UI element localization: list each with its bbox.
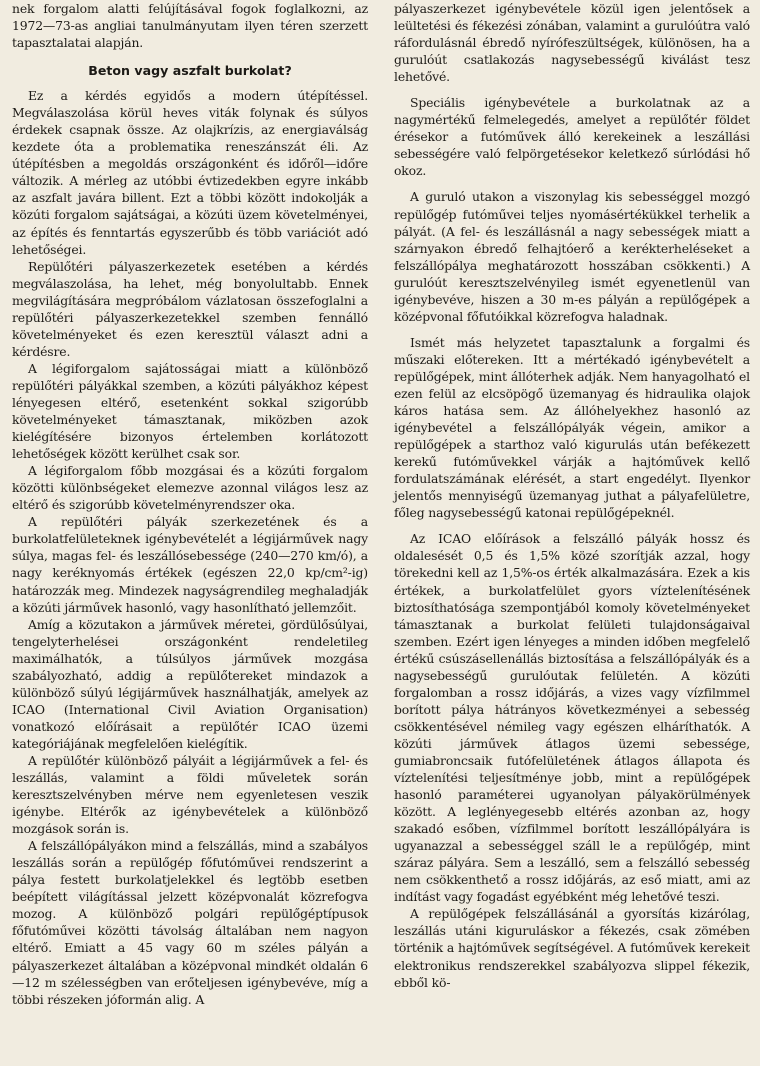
- body-paragraph: Ez a kérdés egyidős a modern útépítéssel. Megválaszolása körül heves viták folynak és súlyos érdekek csapnak össze. Az olajkrízis, az energiaválság kezdete óta a problematika reneszánszát éli. Az útépítésben a megoldás országonként és időről—időre változik. A mérleg az utóbbi évtizedekben egyre inkább az aszfalt javára billent. Ezt a többi között indokolják a közúti forgalom sajátságai, a közúti üzem követelményei, az építés és fenntartás egyszerűbb és több variációt adó lehetőségei.: [12, 88, 368, 257]
- body-paragraph: Az ICAO előírások a felszálló pályák hossz és oldalesését 0,5 és 1,5% közé szorítják azzal, hogy törekedni kell az 1,5%-os érték alkalmazására. Ezek a kis értékek, a burkolatfelület gyors víztelenítésének biztosíthatósága szempontjából komoly követelményeket támasztanak a burkolat felületi tulajdonságaival szemben. Ezért igen lényeges a minden időben megfelelő értékű csúszásellenállás biztosítása a felszállópályák és a nagysebességű gurulóutak felületén. A közúti forgalomban a rossz időjárás, a vizes vagy vízfilmmel borított pálya hátrányos következményei a sebesség csökkentésével némileg vagy egészen elháríthatók. A közúti járművek átlagos üzemi sebessége, gumiabroncsaik futófelületének átlagos állapota és víztelenítési teljesítménye jobb, mint a repülőgépek hasonló paraméterei ugyanolyan pályakörülmények között. A leglényegesebb eltérés azonban az, hogy szakadó esőben, vízfilmmel borított leszállópályára is ugyanazzal a sebességgel száll le a repülőgép, mint száraz pályára. Sem a leszálló, sem a felszálló sebesség nem csökkenthető a rossz időjárás, az eső miatt, ami az indítást vagy fogadást egyébként még lehetővé teszi.: [394, 531, 750, 905]
- left-column: [12, 0, 368, 1008]
- body-paragraph: pályaszerkezet igénybevétele közül igen jelentősek a leültetési és fékezési zónában, valamint a gurulóútra való ráfordulásnál ébredő nyírófeszültségek, különösen, ha a gurulóút csatlakozás nagysebességű kiválást tesz lehetővé.: [394, 1, 750, 85]
- body-paragraph: A repülőgépek felszállásánál a gyorsítás kizárólag, leszállás utáni kiguruláskor a fékezés, csak zömében történik a hajtóművek segítségével. A futóművek kerekeit elektronikus rendszerekkel szabályozva slippel fékezik, ebből kö-: [394, 906, 750, 990]
- right-column: [394, 0, 750, 991]
- body-paragraph: A repülőtéri pályák szerkezetének és a burkolatfelületeknek igénybevételét a légijárművek nagy súlya, magas fel- és leszállósebessége (240—270 km/ó), a nagy keréknyomás értékek (egészen 22,0 kp/cm²-ig) határozzák meg. Mindezek nagyságrendileg meghaladják a közúti járművek hasonló, vagy hasonlítható jellemzőit.: [12, 514, 368, 615]
- body-paragraph: A légiforgalom sajátosságai miatt a különböző repülőtéri pályákkal szemben, a közúti pályákhoz képest lényegesen eltérő, esetenként sokkal szigorúbb követelményeket támasztanak, miközben azok kielégítésére bizonyos értelemben korlátozott lehetőségek között kerülhet csak sor.: [12, 360, 368, 462]
- body-paragraph: A repülőtér különböző pályáit a légijárművek a fel- és leszállás, valamint a földi műveletek során keresztszelvényben mérve nem egyenletesen veszik igénybe. Eltérők az igénybevételek a különböző mozgások során is.: [12, 752, 368, 837]
- intro-paragraph: nek forgalom alatti felújításával fogok foglalkozni, az 1972—73-as angliai tanulmányutam ilyen téren szerzett tapasztalatai alapján.: [12, 1, 368, 51]
- body-paragraph: A légiforgalom főbb mozgásai és a közúti forgalom közötti különbségeket elemezve azonnal világos lesz az eltérő és szigorúbb követelményrendszer oka.: [12, 463, 368, 513]
- body-paragraph: A felszállópályákon mind a felszállás, mind a szabályos leszállás során a repülőgép főfutóművei rendszerint a pálya festett burkolatjelekkel és legtöbb esetben beépített világítással jelzett középvonalát közrefogva mozog. A különböző polgári repülőgéptípusok főfutóművei közötti távolság általában nem nagyon eltérő. Emiatt a 45 vagy 60 m széles pályán a pályaszerkezet általában a középvonal mindkét oldalán 6—12 m szélességben van erőteljesen igénybevéve, míg a többi részeken jóformán alig. A: [12, 838, 368, 1007]
- body-paragraph: Ismét más helyzetet tapasztalunk a forgalmi és műszaki előtereken. Itt a mértékadó igénybevételt a repülőgépek, mint állóterhek adják. Nem hanyagolható el ezen felül az elcsöpögő üzemanyag és hidraulika olajok káros hatása sem. Az állóhelyekhez hasonló az igénybevétel a felszállópályák végein, amikor a repülőgépek a starthoz való kigurulás után befékezett kerekű futóművekkel várják a hajtóművek kellő fordulatszámának elérését, a start engedélyt. Ilyenkor jelentős mennyiségű üzemanyag juthat a pályafelületre, főleg nagysebességű katonai repülőgépeknél.: [394, 334, 750, 521]
- body-paragraph: Repülőtéri pályaszerkezetek esetében a kérdés megválaszolása, ha lehet, még bonyolultabb. Ennek megvilágítására megpróbálom vázlatosan összefoglalni a repülőtéri pályaszerkezetekkel szemben fennálló követelményeket és ezen keresztül választ adni a kérdésre.: [12, 258, 368, 359]
- section-heading: Beton vagy aszfalt burkolat?: [88, 63, 292, 79]
- body-paragraph: A guruló utakon a viszonylag kis sebességgel mozgó repülőgép futóművei teljes nyomásértékükkel terhelik a pályát. (A fel- és leszállásnál a nagy sebességek miatt a szárnyakon ébredő felhajtóerő a kerékterheléseket a felszállópálya meghatározott hosszában csökkenti.) A gurulóút keresztszelvényileg ismét egyenetlenül van igénybevéve, hiszen a 30 m-es pályán a repülőgépek a középvonal főfutóikkal közrefogva haladnak.: [394, 189, 750, 324]
- body-paragraph: Speciális igénybevétele a burkolatnak az a nagymértékű felmelegedés, amelyet a repülőtér földet érésekor a futóművek álló kerekeinek a leszállási sebességére való felpörgetésekor keletkező súrlódási hő okoz.: [394, 95, 750, 179]
- body-paragraph: Amíg a közutakon a járművek méretei, gördülősúlyai, tengelyterhelései országonként rendeletileg maximálhatók, a túlsúlyos járművek mozgása szabályozható, addig a repülőtereket mindazok a különböző súlyú légijárművek használhatják, amelyek az ICAO (International Civil Aviation Organisation) vonatkozó előírásait a repülőtér ICAO üzemi kategóriájának megfelelően kielégítik.: [12, 616, 368, 751]
